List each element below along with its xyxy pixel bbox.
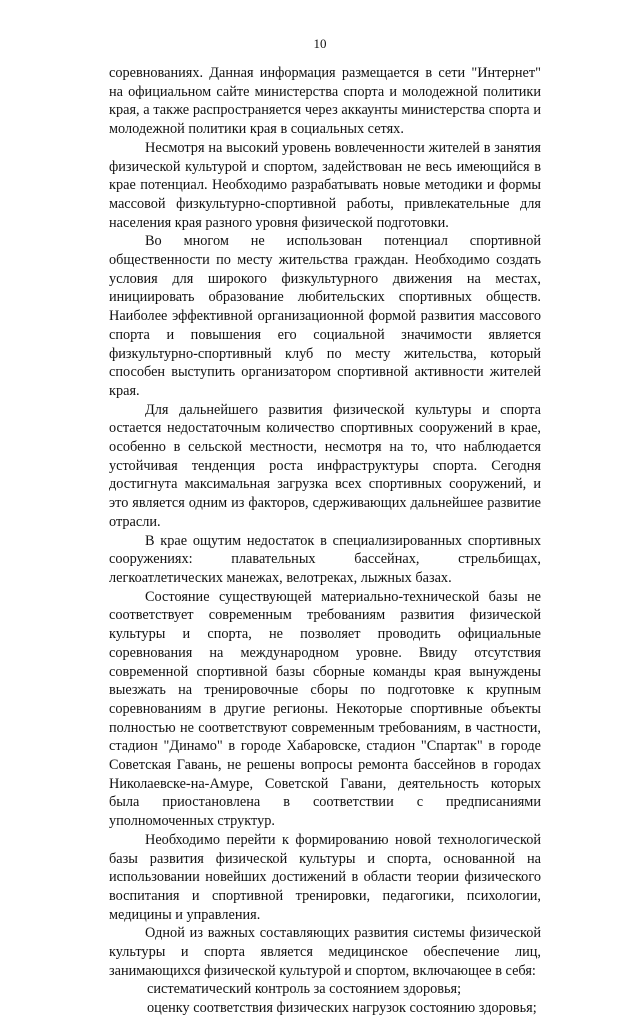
paragraph-untapped-potential: Несмотря на высокий уровень вовлеченности жителей в занятия физической культурой и спортом, задействован не весь имеющийся в крае потенциал. Необходимо разрабатывать новые методики и формы массовой физкультурно-спортивной работы, привлекательные для населения края разного уровня физической подготовки.: [109, 139, 541, 231]
paragraph-specialized-facilities: В крае ощутим недостаток в специализированных спортивных сооружениях: плавательных бассейнах, стрельбищах, легкоатлетических манежах, велотреках, лыжных базах.: [109, 532, 541, 586]
paragraph-continuation: соревнованиях. Данная информация размещается в сети "Интернет" на официальном сайте министерства спорта и молодежной политики края, а также распространяется через аккаунты министерства спорта и молодежной политики края в социальных сетях.: [109, 65, 541, 138]
paragraph-material-base: Состояние существующей материально-технической базы не соответствует современным требованиям развития физической культуры и спорта, не позволяет проводить официальные соревнования на международном уровне. Ввиду отсутствия современной спортивной базы сборные команды края вынуждены выезжать на тренировочные сборы по подготовке к крупным соревнованиям в другие регионы. Некоторые спортивные объекты полностью не соответствуют современным требованиям, в частности, стадион "Динамо" в городе Хабаровске, стадион "Спартак" в городе Советская Гавань, не решены вопросы ремонта бассейнов в городах Николаевске-на-Амуре, Советской Гавани, деятельность которых была приостановлена в соответствии с предписаниями уполномоченных структур.: [109, 588, 541, 830]
paragraph-sports-facilities: Для дальнейшего развития физической культуры и спорта остается недостаточным количество спортивных сооружений в крае, особенно в сельской местности, несмотря на то, что наблюдается устойчивая тенденция роста инфраструктуры спорта. Сегодня достигнута максимальная загрузка всех спортивных сооружений, и это является одним из факторов, сдерживающих дальнейшее развитие отрасли.: [109, 401, 541, 530]
paragraph-sports-community: Во многом не использован потенциал спортивной общественности по месту жительства граждан. Необходимо создать условия для широкого физкультурного движения на местах, инициировать образование любительских спортивных обществ. Наиболее эффективной организационной формой развития массового спорта и повышения его социальной значимости является физкультурно-спортивный клуб по месту жительства, который способен выступить организатором спортивной активности жителей края.: [109, 233, 541, 399]
document-body: [109, 64, 541, 1018]
paragraph-medical-support: Одной из важных составляющих развития системы физической культуры и спорта является медицинское обеспечение лиц, занимающихся физической культурой и спортом, включающее в себя:: [109, 925, 541, 979]
list-item-health-monitoring: систематический контроль за состоянием здоровья;: [147, 981, 462, 998]
paragraph-technology-base: Необходимо перейти к формированию новой технологической базы развития физической культуры и спорта, основанной на использовании новейших достижений в области теории физического воспитания и спортивной тренировки, педагогики, психологии, медицины и управления.: [109, 831, 541, 923]
list-item-load-assessment: оценку соответствия физических нагрузок состоянию здоровья;: [147, 1000, 537, 1017]
page-number: 10: [313, 36, 327, 51]
